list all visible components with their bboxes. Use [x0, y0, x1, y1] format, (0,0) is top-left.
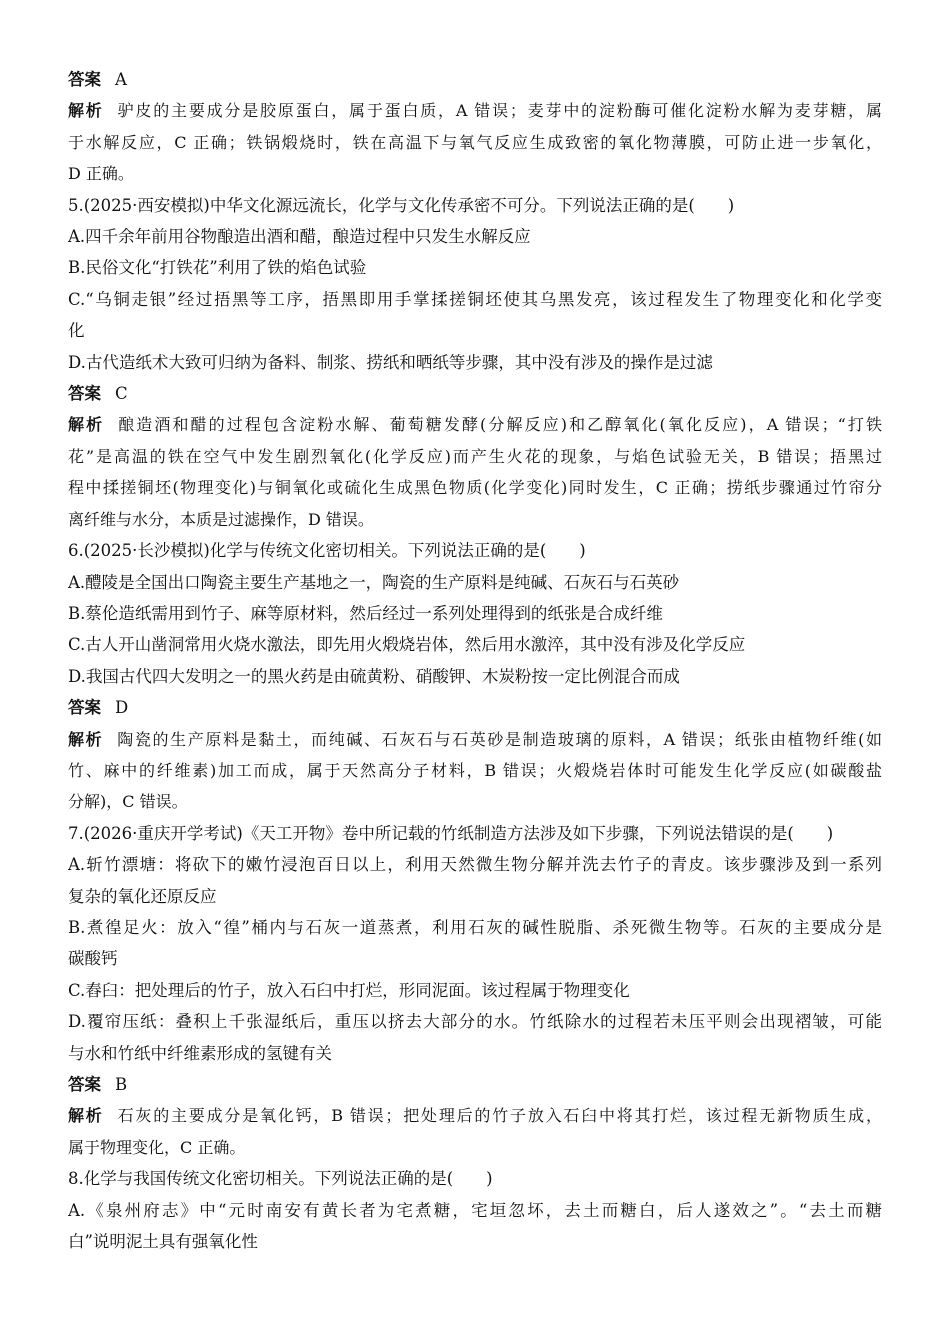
- option-line: C.“乌铜走银”经过捂黑等工序，捂黑即用手掌揉搓铜坯使其乌黑发亮，该过程发生了物理变化和化学变: [68, 289, 882, 309]
- answer-line: [68, 378, 882, 409]
- option-line: B.蔡伦造纸需用到竹子、麻等原材料，然后经过一系列处理得到的纸张是合成纤维: [68, 603, 663, 623]
- answer-label: 答案: [68, 1075, 101, 1094]
- option-line: D.我国古代四大发明之一的黑火药是由硫黄粉、硝酸钾、木炭粉按一定比例混合而成: [68, 666, 680, 686]
- analysis-line: [68, 409, 882, 440]
- question-stem: 6.(2025·长沙模拟)化学与传统文化密切相关。下列说法正确的是( ): [68, 541, 586, 561]
- question-stem: 8.化学与我国传统文化密切相关。下列说法正确的是( ): [68, 1169, 493, 1189]
- answer-line: [68, 64, 882, 95]
- analysis-label: 解析: [68, 729, 104, 749]
- option-line: D.覆帘压纸：叠积上千张湿纸后，重压以挤去大部分的水。竹纸除水的过程若未压平则会出现褶皱，可能: [68, 1012, 882, 1032]
- answer-line: [68, 692, 882, 723]
- option-line: A.《泉州府志》中“元时南安有黄长者为宅煮糖，宅垣忽坏，去土而糖白，后人遂效之”。“去土而糖: [68, 1200, 882, 1220]
- analysis-text: 驴皮的主要成分是胶原蛋白，属于蛋白质，A 错误；麦芽中的淀粉酶可催化淀粉水解为麦芽糖，属: [117, 101, 882, 121]
- option-line: 与水和竹纸中纤维素形成的氢键有关: [68, 1043, 332, 1063]
- option-line: 化: [68, 321, 85, 341]
- question-stem: 5.(2025·西安模拟)中华文化源远流长，化学与文化传承密不可分。下列说法正确的是( ): [68, 195, 735, 215]
- analysis-line: [68, 724, 882, 755]
- answer-label: 答案: [68, 698, 101, 718]
- answer-value: C: [115, 384, 128, 404]
- analysis-line: 分解)，C 错误。: [68, 792, 188, 812]
- option-line: 复杂的氧化还原反应: [68, 886, 217, 906]
- answer-value: B: [115, 1075, 128, 1094]
- option-line: A.斩竹漂塘：将砍下的嫩竹浸泡百日以上，利用天然微生物分解并洗去竹子的青皮。该步骤涉及到一系列: [68, 855, 882, 875]
- answer-value: A: [115, 70, 127, 89]
- analysis-line: 离纤维与水分，本质是过滤操作，D 错误。: [68, 509, 374, 529]
- option-line: B.民俗文化“打铁花”利用了铁的焰色试验: [68, 258, 367, 278]
- answer-line: [68, 1069, 882, 1100]
- option-line: C.舂臼：把处理后的竹子，放入石臼中打烂，形同泥面。该过程属于物理变化: [68, 980, 630, 1000]
- option-line: B.煮徨足火：放入“徨”桶内与石灰一道蒸煮，利用石灰的碱性脱脂、杀死微生物等。石灰的主要成分是: [68, 917, 882, 937]
- analysis-label: 解析: [68, 415, 105, 435]
- analysis-line: 竹、麻中的纤维素)加工而成，属于天然高分子材料，B 错误；火煅烧岩体时可能发生化学反应(如碳酸盐: [68, 760, 882, 780]
- option-line: D.古代造纸术大致可归纳为备料、制浆、捞纸和晒纸等步骤，其中没有涉及的操作是过滤: [68, 352, 713, 372]
- option-line: C.古人开山凿洞常用火烧水激法，即先用火煅烧岩体，然后用水激淬，其中没有涉及化学反应: [68, 635, 746, 655]
- analysis-line: [68, 95, 882, 126]
- analysis-line: 花”是高温的铁在空气中发生剧烈氧化(化学反应)而产生火花的现象，与焰色试验无关，B 错误；捂黑过: [68, 446, 882, 466]
- analysis-label: 解析: [68, 101, 104, 121]
- analysis-line: 于水解反应，C 正确；铁锅煅烧时，铁在高温下与氧气反应生成致密的氧化物薄膜，可防止进一步氧化，: [68, 132, 882, 152]
- analysis-line: [68, 1100, 882, 1131]
- analysis-line: D 正确。: [68, 164, 134, 184]
- analysis-text: 酿造酒和醋的过程包含淀粉水解、葡萄糖发酵(分解反应)和乙醇氧化(氧化反应)，A 错误；“打铁: [118, 415, 882, 435]
- analysis-line: 程中揉搓铜坯(物理变化)与铜氧化或硫化生成黑色物质(化学变化)同时发生，C 正确；捞纸步骤通过竹帘分: [68, 478, 882, 498]
- option-line: 白”说明泥土具有强氧化性: [68, 1232, 258, 1252]
- answer-value: D: [115, 698, 129, 718]
- answer-label: 答案: [68, 384, 101, 404]
- option-line: 碳酸钙: [68, 949, 118, 969]
- analysis-text: 陶瓷的生产原料是黏土，而纯碱、石灰石与石英砂是制造玻璃的原料，A 错误；纸张由植物纤维(如: [117, 729, 882, 749]
- option-line: A.四千余年前用谷物酿造出酒和醋，酿造过程中只发生水解反应: [68, 227, 531, 247]
- answer-label: 答案: [68, 70, 101, 89]
- analysis-text: 石灰的主要成分是氧化钙，B 错误；把处理后的竹子放入石臼中将其打烂，该过程无新物质生成，: [117, 1106, 882, 1126]
- document-page: [68, 64, 882, 1257]
- analysis-line: 属于物理变化，C 正确。: [68, 1137, 246, 1157]
- question-stem: 7.(2026·重庆开学考试)《天工开物》卷中所记载的竹纸制造方法涉及如下步骤，下列说法错误的是( ): [68, 823, 834, 843]
- analysis-label: 解析: [68, 1106, 104, 1126]
- option-line: A.醴陵是全国出口陶瓷主要生产基地之一，陶瓷的生产原料是纯碱、石灰石与石英砂: [68, 572, 680, 592]
